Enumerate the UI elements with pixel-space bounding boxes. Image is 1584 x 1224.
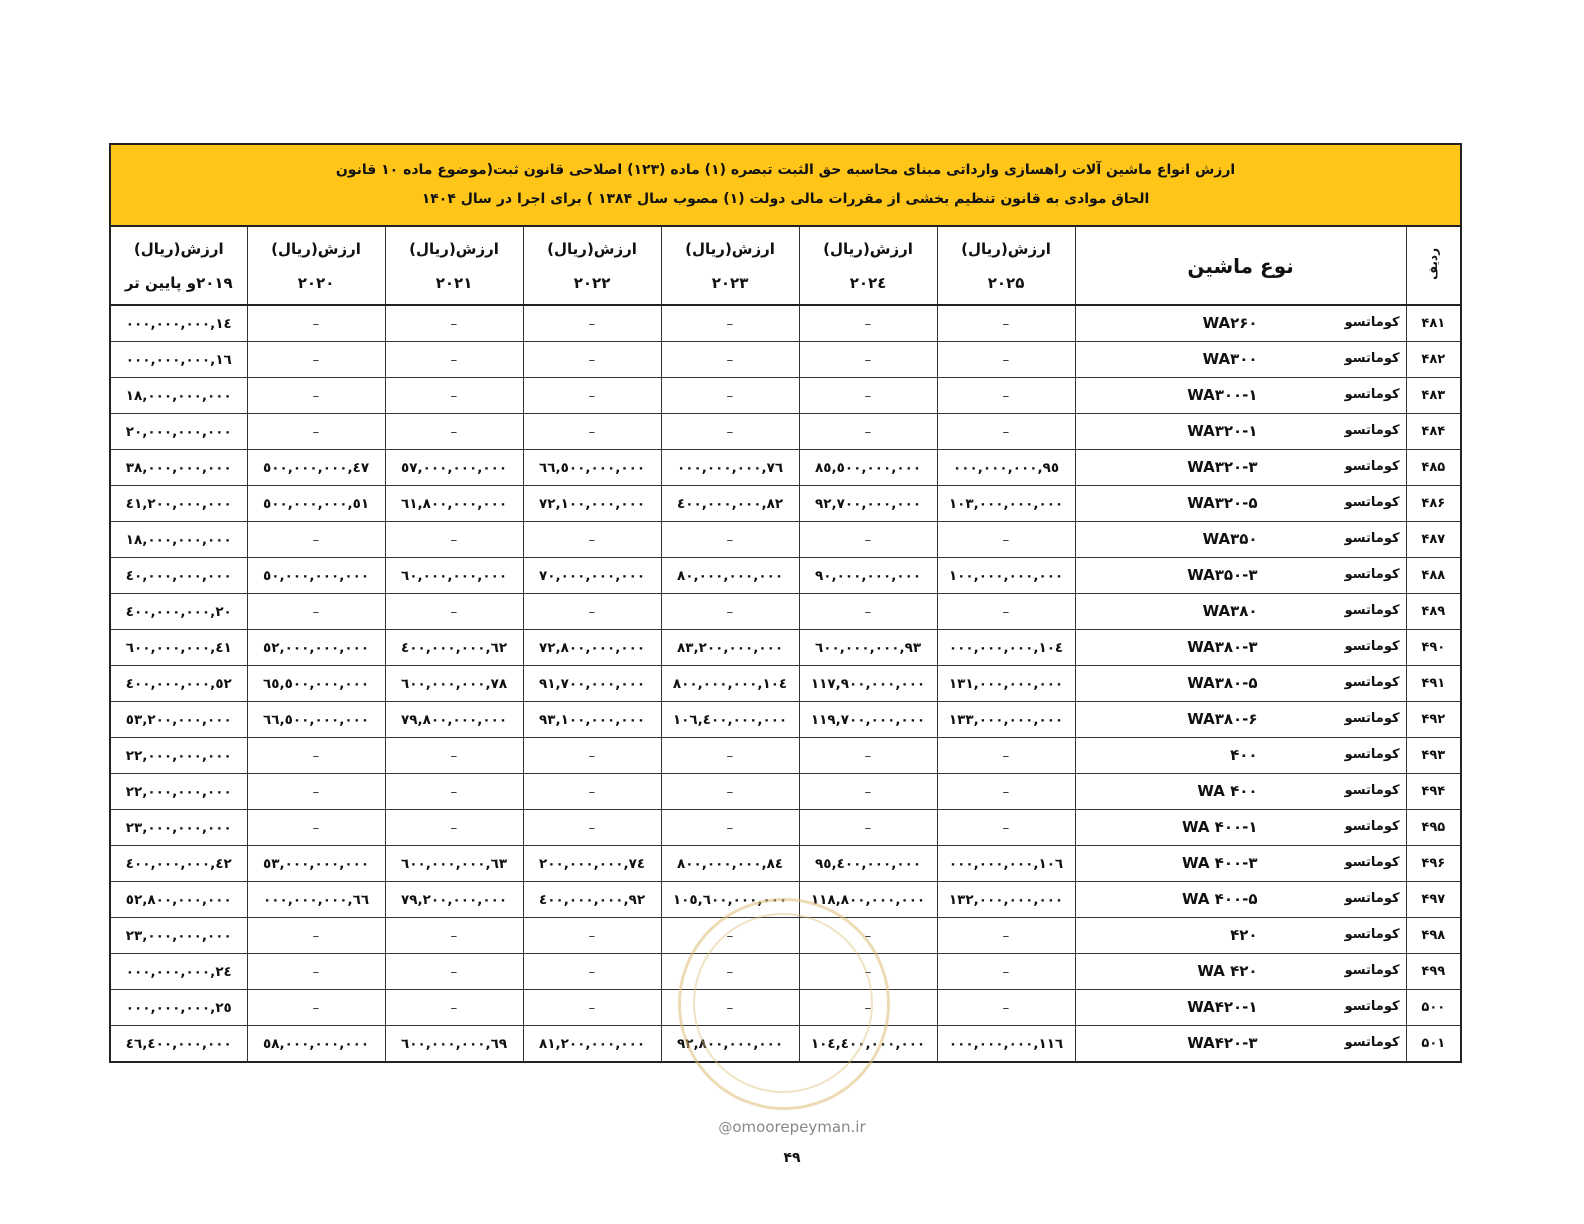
table-row <box>110 990 1461 1026</box>
header-value-label: ارزش(ریال) <box>823 239 913 258</box>
table-row <box>110 486 1461 522</box>
machine-model: WA۳۰۰ <box>1202 350 1258 368</box>
row-number: ۴۹۸ <box>1406 918 1461 954</box>
machine-model: ۴۲۰ <box>1230 926 1258 944</box>
value-cell: – <box>523 414 661 450</box>
value-cell: ۱۰٤,۸۰۰,۰۰۰,۰۰۰ <box>661 666 799 702</box>
value-cell: ۹٥,٤۰۰,۰۰۰,۰۰۰ <box>799 846 937 882</box>
table-row <box>110 450 1461 486</box>
value-cell: – <box>661 522 799 558</box>
row-number: ۵۰۱ <box>1406 1026 1461 1063</box>
table-row <box>110 738 1461 774</box>
value-cell: ۱۰۰,۰۰۰,۰۰۰,۰۰۰ <box>937 558 1075 594</box>
machine-model: WA۴۲۰-۱ <box>1187 998 1258 1016</box>
table-title-line-1: ارزش انواع ماشین آلات راهسازی وارداتی مبنای محاسبه حق الثبت تبصره (۱) ماده (۱۲۳) اصلاحی قانون ثبت(موضوع ماده ۱۰ قانون <box>335 162 1236 178</box>
value-cell: ۲۰,۰۰۰,۰۰۰,۰۰۰ <box>110 414 247 450</box>
row-number: ۴۸۶ <box>1406 486 1461 522</box>
row-number: ۵۰۰ <box>1406 990 1461 1026</box>
machine-brand: کوماتسو <box>1344 315 1400 330</box>
value-cell: ٤۲,٤۰۰,۰۰۰,۰۰۰ <box>110 846 247 882</box>
value-cell: – <box>247 342 385 378</box>
value-cell: – <box>937 954 1075 990</box>
machine-type-cell <box>1075 882 1406 918</box>
row-number: ۴۹۷ <box>1406 882 1461 918</box>
value-cell: – <box>799 810 937 846</box>
machine-brand: کوماتسو <box>1344 423 1400 438</box>
at-icon: @ <box>718 1120 733 1136</box>
value-cell: – <box>247 378 385 414</box>
value-cell: – <box>523 954 661 990</box>
value-cell: ۲٥,۰۰۰,۰۰۰,۰۰۰ <box>110 990 247 1026</box>
value-cell: – <box>937 594 1075 630</box>
value-cell: ۱۱۷,۹۰۰,۰۰۰,۰۰۰ <box>799 666 937 702</box>
value-cell: – <box>385 990 523 1026</box>
header-year-2 <box>661 226 799 305</box>
price-table-sheet <box>109 143 1460 1063</box>
value-cell: ٥۲,۸۰۰,۰۰۰,۰۰۰ <box>110 882 247 918</box>
machine-brand: کوماتسو <box>1344 927 1400 942</box>
value-cell: ۹۲,۷۰۰,۰۰۰,۰۰۰ <box>799 486 937 522</box>
header-year-label: ۲۰۲۲ <box>573 273 611 292</box>
value-cell: – <box>937 990 1075 1026</box>
header-value-label: ارزش(ریال) <box>133 239 224 258</box>
value-cell: – <box>247 954 385 990</box>
table-row <box>110 954 1461 990</box>
machine-model: WA ۴۲۰ <box>1197 962 1258 980</box>
row-number: ۴۸۲ <box>1406 342 1461 378</box>
machine-brand: کوماتسو <box>1344 891 1400 906</box>
value-cell: – <box>385 738 523 774</box>
value-cell: – <box>385 774 523 810</box>
value-cell: ۱۳۱,۰۰۰,۰۰۰,۰۰۰ <box>937 666 1075 702</box>
machine-brand: کوماتسو <box>1344 567 1400 582</box>
value-cell: ٥۱,٥۰۰,۰۰۰,۰۰۰ <box>247 486 385 522</box>
header-year-0 <box>937 226 1075 305</box>
header-value-label: ارزش(ریال) <box>271 239 361 258</box>
value-cell: – <box>661 305 799 342</box>
value-cell: – <box>937 738 1075 774</box>
value-cell: – <box>523 522 661 558</box>
machine-model: WA۴۲۰-۳ <box>1187 1034 1258 1052</box>
value-cell: ۹۲,۸۰۰,۰۰۰,۰۰۰ <box>661 1026 799 1063</box>
machine-type-cell <box>1075 378 1406 414</box>
value-cell: – <box>799 918 937 954</box>
value-cell: ۱۱٦,۰۰۰,۰۰۰,۰۰۰ <box>937 1026 1075 1063</box>
table-row <box>110 558 1461 594</box>
value-cell: – <box>937 414 1075 450</box>
machine-type-cell <box>1075 810 1406 846</box>
header-year-label: ۲۰۲٤ <box>849 273 887 292</box>
machine-type-cell <box>1075 558 1406 594</box>
value-cell: ۱۳۲,۰۰۰,۰۰۰,۰۰۰ <box>937 882 1075 918</box>
value-cell: – <box>385 378 523 414</box>
value-cell: ۸۰,۰۰۰,۰۰۰,۰۰۰ <box>661 558 799 594</box>
value-cell: ۸٤,۸۰۰,۰۰۰,۰۰۰ <box>661 846 799 882</box>
machine-brand: کوماتسو <box>1344 711 1400 726</box>
row-number: ۴۸۳ <box>1406 378 1461 414</box>
table-row <box>110 666 1461 702</box>
value-cell: ۲۲,۰۰۰,۰۰۰,۰۰۰ <box>110 738 247 774</box>
value-cell: ٥۳,۲۰۰,۰۰۰,۰۰۰ <box>110 702 247 738</box>
value-cell: ۱۰۳,۰۰۰,۰۰۰,۰۰۰ <box>937 486 1075 522</box>
machine-model: WA۲۶۰ <box>1202 314 1258 332</box>
value-cell: ۱۰٤,٤۰۰,۰۰۰,۰۰۰ <box>799 1026 937 1063</box>
value-cell: – <box>523 990 661 1026</box>
machine-model: ۴۰۰ <box>1230 746 1258 764</box>
value-cell: – <box>937 378 1075 414</box>
table-row <box>110 1026 1461 1063</box>
value-cell: – <box>385 414 523 450</box>
value-cell: – <box>661 342 799 378</box>
value-cell: ۸۳,۲۰۰,۰۰۰,۰۰۰ <box>661 630 799 666</box>
row-number: ۴۸۱ <box>1406 305 1461 342</box>
website-text: omoorepeyman.ir <box>732 1118 866 1136</box>
value-cell: ۲٤,۰۰۰,۰۰۰,۰۰۰ <box>110 954 247 990</box>
value-cell: – <box>523 378 661 414</box>
table-row <box>110 378 1461 414</box>
column-header-row <box>110 226 1461 305</box>
value-cell: – <box>937 918 1075 954</box>
value-cell: ۹۲,٤۰۰,۰۰۰,۰۰۰ <box>523 882 661 918</box>
value-cell: – <box>247 774 385 810</box>
value-cell: ٥۷,۰۰۰,۰۰۰,۰۰۰ <box>385 450 523 486</box>
value-cell: ۸۱,۲۰۰,۰۰۰,۰۰۰ <box>523 1026 661 1063</box>
value-cell: ٤٦,٤۰۰,۰۰۰,۰۰۰ <box>110 1026 247 1063</box>
machine-brand: کوماتسو <box>1344 1035 1400 1050</box>
value-cell: ۸۲,٤۰۰,۰۰۰,۰۰۰ <box>661 486 799 522</box>
value-cell: – <box>247 918 385 954</box>
value-cell: ٦٦,٥۰۰,۰۰۰,۰۰۰ <box>247 702 385 738</box>
value-cell: ۱۱۹,۷۰۰,۰۰۰,۰۰۰ <box>799 702 937 738</box>
row-number: ۴۹۶ <box>1406 846 1461 882</box>
value-cell: ٤۱,٦۰۰,۰۰۰,۰۰۰ <box>110 630 247 666</box>
value-cell: ۱۰٥,٦۰۰,۰۰۰,۰۰۰ <box>661 882 799 918</box>
header-year-label: ۲۰۱۹و پایین تر <box>124 273 233 292</box>
value-cell: ۱۰٦,٤۰۰,۰۰۰,۰۰۰ <box>661 702 799 738</box>
row-number: ۴۹۰ <box>1406 630 1461 666</box>
value-cell: ۷۹,۲۰۰,۰۰۰,۰۰۰ <box>385 882 523 918</box>
table-row <box>110 594 1461 630</box>
value-cell: ٦٥,٥۰۰,۰۰۰,۰۰۰ <box>247 666 385 702</box>
machine-brand: کوماتسو <box>1344 603 1400 618</box>
value-cell: – <box>385 954 523 990</box>
table-title <box>110 144 1461 226</box>
row-number: ۴۹۳ <box>1406 738 1461 774</box>
value-cell: ۱٦,۰۰۰,۰۰۰,۰۰۰ <box>110 342 247 378</box>
value-cell: ٥۳,۰۰۰,۰۰۰,۰۰۰ <box>247 846 385 882</box>
value-cell: – <box>385 522 523 558</box>
machine-model: WA۳۸۰-۶ <box>1187 710 1258 728</box>
value-cell: ٦۹,٦۰۰,۰۰۰,۰۰۰ <box>385 1026 523 1063</box>
value-cell: – <box>661 918 799 954</box>
value-cell: – <box>385 810 523 846</box>
machine-brand: کوماتسو <box>1344 963 1400 978</box>
machine-type-cell <box>1075 450 1406 486</box>
machine-type-cell <box>1075 954 1406 990</box>
machine-brand: کوماتسو <box>1344 855 1400 870</box>
value-cell: – <box>661 378 799 414</box>
machine-brand: کوماتسو <box>1344 999 1400 1014</box>
machine-model: WA۳۰۰-۱ <box>1187 386 1258 404</box>
value-cell: ۹۳,۱۰۰,۰۰۰,۰۰۰ <box>523 702 661 738</box>
value-cell: – <box>661 774 799 810</box>
table-row <box>110 774 1461 810</box>
header-machine-type: نوع ماشین <box>1075 226 1406 305</box>
value-cell: – <box>661 414 799 450</box>
header-value-label: ارزش(ریال) <box>961 239 1051 258</box>
value-cell: ۱۱۸,۸۰۰,۰۰۰,۰۰۰ <box>799 882 937 918</box>
header-value-label: ارزش(ریال) <box>685 239 775 258</box>
value-cell: – <box>661 738 799 774</box>
value-cell: ۷۹,۸۰۰,۰۰۰,۰۰۰ <box>385 702 523 738</box>
machine-type-cell <box>1075 630 1406 666</box>
machine-model: WA ۴۰۰-۱ <box>1181 818 1258 836</box>
value-cell: ٦۳,٦۰۰,۰۰۰,۰۰۰ <box>385 846 523 882</box>
machine-type-cell <box>1075 990 1406 1026</box>
machine-model: WA۳۲۰-۳ <box>1187 458 1258 476</box>
value-cell: – <box>523 774 661 810</box>
machine-type-cell <box>1075 738 1406 774</box>
machine-type-cell <box>1075 918 1406 954</box>
machine-model: WA۳۲۰-۱ <box>1187 422 1258 440</box>
table-row <box>110 305 1461 342</box>
value-cell: ٦۲,٤۰۰,۰۰۰,۰۰۰ <box>385 630 523 666</box>
machine-model: WA ۴۰۰-۳ <box>1181 854 1258 872</box>
machine-brand: کوماتسو <box>1344 639 1400 654</box>
row-number: ۴۹۹ <box>1406 954 1461 990</box>
value-cell: ٥۲,۰۰۰,۰۰۰,۰۰۰ <box>247 630 385 666</box>
row-number: ۴۹۱ <box>1406 666 1461 702</box>
value-cell: ٥۰,۰۰۰,۰۰۰,۰۰۰ <box>247 558 385 594</box>
machine-model: WA۳۸۰-۵ <box>1187 674 1258 692</box>
machine-type-cell <box>1075 1026 1406 1063</box>
table-row <box>110 342 1461 378</box>
value-cell: – <box>661 990 799 1026</box>
value-cell: – <box>799 305 937 342</box>
value-cell: ۲۳,۰۰۰,۰۰۰,۰۰۰ <box>110 810 247 846</box>
value-cell: – <box>661 954 799 990</box>
value-cell: ۲۳,۰۰۰,۰۰۰,۰۰۰ <box>110 918 247 954</box>
value-cell: ۹۳,٦۰۰,۰۰۰,۰۰۰ <box>799 630 937 666</box>
value-cell: ٤۰,۰۰۰,۰۰۰,۰۰۰ <box>110 558 247 594</box>
table-row <box>110 630 1461 666</box>
value-cell: – <box>385 305 523 342</box>
machine-model: WA۳۸۰-۳ <box>1187 638 1258 656</box>
row-number: ۴۹۴ <box>1406 774 1461 810</box>
row-number: ۴۸۷ <box>1406 522 1461 558</box>
table-row <box>110 810 1461 846</box>
value-cell: – <box>937 342 1075 378</box>
header-year-label: ۲۰۲۳ <box>711 273 749 292</box>
value-cell: – <box>523 594 661 630</box>
value-cell: – <box>385 918 523 954</box>
value-cell: ۳۸,۰۰۰,۰۰۰,۰۰۰ <box>110 450 247 486</box>
value-cell: ٦۰,۰۰۰,۰۰۰,۰۰۰ <box>385 558 523 594</box>
value-cell: ۱۰٤,۰۰۰,۰۰۰,۰۰۰ <box>937 630 1075 666</box>
header-year-label: ۲۰۲۵ <box>987 273 1025 292</box>
value-cell: ۱۳۳,۰۰۰,۰۰۰,۰۰۰ <box>937 702 1075 738</box>
machine-brand: کوماتسو <box>1344 387 1400 402</box>
machine-model: WA ۴۰۰-۵ <box>1181 890 1258 908</box>
value-cell: – <box>247 414 385 450</box>
value-cell: – <box>523 738 661 774</box>
value-cell: – <box>385 594 523 630</box>
table-row <box>110 702 1461 738</box>
value-cell: ٦۱,۸۰۰,۰۰۰,۰۰۰ <box>385 486 523 522</box>
value-cell: ۹۱,۷۰۰,۰۰۰,۰۰۰ <box>523 666 661 702</box>
machine-type-cell <box>1075 666 1406 702</box>
value-cell: – <box>523 342 661 378</box>
table-row <box>110 918 1461 954</box>
value-cell: ۱٤,۰۰۰,۰۰۰,۰۰۰ <box>110 305 247 342</box>
value-cell: ۷۲,۸۰۰,۰۰۰,۰۰۰ <box>523 630 661 666</box>
value-cell: ۸٥,٥۰۰,۰۰۰,۰۰۰ <box>799 450 937 486</box>
value-cell: ۱۸,۰۰۰,۰۰۰,۰۰۰ <box>110 378 247 414</box>
table-body <box>110 305 1461 1062</box>
header-year-1 <box>799 226 937 305</box>
value-cell: ۷۲,۱۰۰,۰۰۰,۰۰۰ <box>523 486 661 522</box>
machine-type-cell <box>1075 594 1406 630</box>
value-cell: – <box>799 342 937 378</box>
value-cell: ۷٦,۰۰۰,۰۰۰,۰۰۰ <box>661 450 799 486</box>
header-row-number: ردیف <box>1406 226 1461 305</box>
machine-model: WA۳۸۰ <box>1202 602 1258 620</box>
value-cell: – <box>247 522 385 558</box>
header-year-5 <box>247 226 385 305</box>
table-row <box>110 846 1461 882</box>
value-cell: ٥۲,٤۰۰,۰۰۰,۰۰۰ <box>110 666 247 702</box>
machine-brand: کوماتسو <box>1344 675 1400 690</box>
header-value-label: ارزش(ریال) <box>547 239 637 258</box>
value-cell: ٦٦,۰۰۰,۰۰۰,۰۰۰ <box>247 882 385 918</box>
value-cell: – <box>247 990 385 1026</box>
value-cell: – <box>247 738 385 774</box>
value-cell: ٤۱,۲۰۰,۰۰۰,۰۰۰ <box>110 486 247 522</box>
machine-brand: کوماتسو <box>1344 819 1400 834</box>
header-year-label: ۲۰۲۱ <box>435 273 473 292</box>
value-cell: ٤۷,٥۰۰,۰۰۰,۰۰۰ <box>247 450 385 486</box>
row-number: ۴۸۵ <box>1406 450 1461 486</box>
value-cell: ۹۰,۰۰۰,۰۰۰,۰۰۰ <box>799 558 937 594</box>
value-cell: ۲۰,٤۰۰,۰۰۰,۰۰۰ <box>110 594 247 630</box>
value-cell: – <box>937 774 1075 810</box>
machine-type-cell <box>1075 774 1406 810</box>
machine-model: WA۳۵۰ <box>1202 530 1258 548</box>
machine-type-cell <box>1075 846 1406 882</box>
value-cell: ۱۰٦,۰۰۰,۰۰۰,۰۰۰ <box>937 846 1075 882</box>
row-number: ۴۹۵ <box>1406 810 1461 846</box>
value-cell: – <box>799 414 937 450</box>
value-cell: – <box>523 918 661 954</box>
header-year-4 <box>385 226 523 305</box>
value-cell: – <box>799 378 937 414</box>
machine-brand: کوماتسو <box>1344 783 1400 798</box>
value-cell: – <box>247 305 385 342</box>
row-number: ۴۸۹ <box>1406 594 1461 630</box>
header-year-3 <box>523 226 661 305</box>
value-cell: ۹٥,۰۰۰,۰۰۰,۰۰۰ <box>937 450 1075 486</box>
value-cell: ٥۸,۰۰۰,۰۰۰,۰۰۰ <box>247 1026 385 1063</box>
machine-type-cell <box>1075 486 1406 522</box>
value-cell: – <box>799 954 937 990</box>
machinery-value-table <box>109 143 1462 1063</box>
website-footer <box>0 1118 1584 1136</box>
table-row <box>110 414 1461 450</box>
value-cell: ۷۸,٦۰۰,۰۰۰,۰۰۰ <box>385 666 523 702</box>
header-value-label: ارزش(ریال) <box>409 239 499 258</box>
header-year-label: ۲۰۲۰ <box>297 273 335 292</box>
machine-type-cell <box>1075 702 1406 738</box>
machine-brand: کوماتسو <box>1344 351 1400 366</box>
machine-type-cell <box>1075 305 1406 342</box>
machine-model: WA۳۲۰-۵ <box>1187 494 1258 512</box>
value-cell: – <box>937 305 1075 342</box>
value-cell: ۷۰,۰۰۰,۰۰۰,۰۰۰ <box>523 558 661 594</box>
value-cell: – <box>247 810 385 846</box>
value-cell: – <box>523 810 661 846</box>
machine-type-cell <box>1075 414 1406 450</box>
value-cell: – <box>247 594 385 630</box>
value-cell: – <box>937 810 1075 846</box>
row-number: ۴۹۲ <box>1406 702 1461 738</box>
value-cell: – <box>661 594 799 630</box>
value-cell: – <box>799 522 937 558</box>
table-row <box>110 522 1461 558</box>
value-cell: – <box>661 810 799 846</box>
row-number: ۴۸۴ <box>1406 414 1461 450</box>
value-cell: – <box>799 774 937 810</box>
value-cell: – <box>799 738 937 774</box>
value-cell: ۷٤,۲۰۰,۰۰۰,۰۰۰ <box>523 846 661 882</box>
value-cell: ۲۲,۰۰۰,۰۰۰,۰۰۰ <box>110 774 247 810</box>
value-cell: – <box>937 522 1075 558</box>
page-number: ۴۹ <box>783 1150 801 1166</box>
value-cell: – <box>523 305 661 342</box>
machine-brand: کوماتسو <box>1344 459 1400 474</box>
machine-model: WA ۴۰۰ <box>1197 782 1258 800</box>
value-cell: – <box>799 594 937 630</box>
row-number: ۴۸۸ <box>1406 558 1461 594</box>
value-cell: ۱۸,۰۰۰,۰۰۰,۰۰۰ <box>110 522 247 558</box>
machine-brand: کوماتسو <box>1344 495 1400 510</box>
value-cell: ٦٦,٥۰۰,۰۰۰,۰۰۰ <box>523 450 661 486</box>
table-row <box>110 882 1461 918</box>
table-title-line-2: الحاق موادی به قانون تنظیم بخشی از مقررات مالی دولت (۱) مصوب سال ۱۳۸۴ ) برای اجرا در سال ۱۴۰۴ <box>421 191 1150 207</box>
machine-brand: کوماتسو <box>1344 531 1400 546</box>
machine-model: WA۳۵۰-۳ <box>1187 566 1258 584</box>
value-cell: – <box>385 342 523 378</box>
value-cell: – <box>799 990 937 1026</box>
machine-type-cell <box>1075 522 1406 558</box>
header-year-6 <box>110 226 247 305</box>
machine-type-cell <box>1075 342 1406 378</box>
machine-brand: کوماتسو <box>1344 747 1400 762</box>
